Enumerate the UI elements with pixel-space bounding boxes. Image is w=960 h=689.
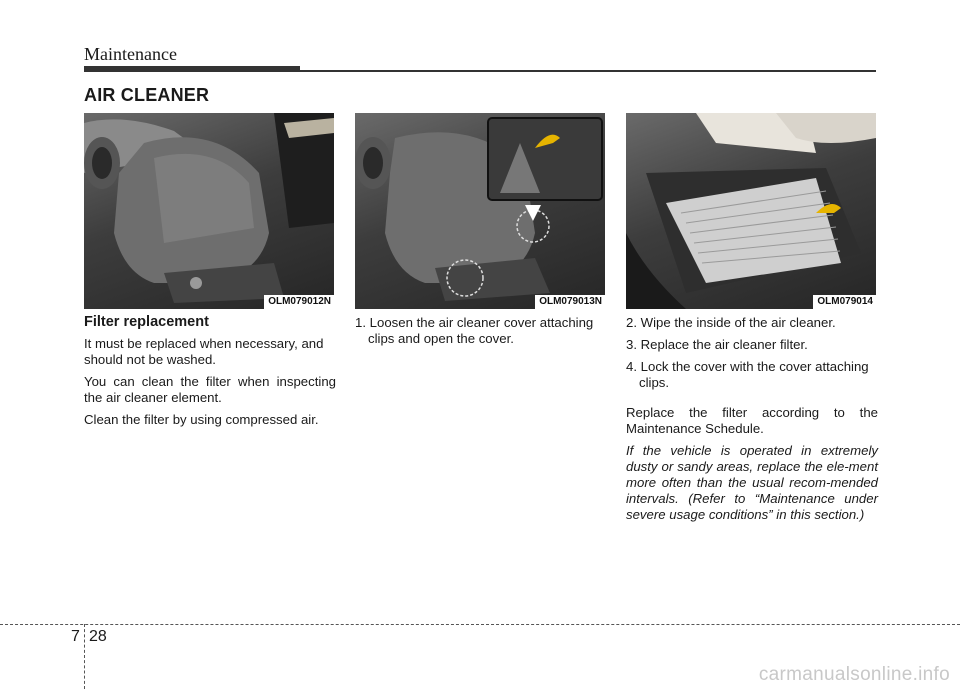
note-severe-conditions: If the vehicle is operated in extremely dusty or sandy areas, replace the ele-ment more often than the usual recom-mended intervals. (Refer to “Maintenance under severe usage conditions” in this section.) xyxy=(626,443,878,522)
header-title: Maintenance xyxy=(84,44,177,64)
step-item: 2. Wipe the inside of the air cleaner. xyxy=(626,315,836,330)
replace-filter-illustration xyxy=(626,113,876,309)
photo-code: OLM079012N xyxy=(264,295,334,309)
watermark: carmanualsonline.info xyxy=(758,664,950,685)
page-number: 28 xyxy=(89,628,107,645)
step-item: 4. Lock the cover with the cover attaching clips. xyxy=(626,359,869,390)
paragraph: You can clean the filter when inspecting the air cleaner element. xyxy=(84,374,336,405)
paragraph-schedule: Replace the filter according to the Maintenance Schedule. xyxy=(626,405,878,436)
paragraph: Clean the filter by using compressed air. xyxy=(84,412,319,427)
footer-divider xyxy=(0,624,960,625)
column-steps-1 xyxy=(355,315,607,353)
section-title: AIR CLEANER xyxy=(84,85,210,105)
header-rule xyxy=(300,70,876,72)
photo-loosen-clips xyxy=(355,113,605,309)
footer-divider-vertical xyxy=(84,624,85,689)
step-item: 3. Replace the air cleaner filter. xyxy=(626,337,808,352)
paragraph: It must be replaced when necessary, and should not be washed. xyxy=(84,336,324,367)
photo-replace-filter xyxy=(626,113,876,309)
photo-code: OLM079013N xyxy=(535,295,605,309)
loosen-clips-illustration xyxy=(355,113,605,309)
column-filter-replacement xyxy=(84,314,336,434)
air-cleaner-box-illustration xyxy=(84,113,334,309)
header-bar xyxy=(84,66,300,72)
photo-air-cleaner-box xyxy=(84,113,334,309)
chapter-number: 7 xyxy=(71,628,80,645)
subhead-filter-replacement: Filter replacement xyxy=(84,314,209,330)
column-steps-2 xyxy=(626,315,878,529)
photo-code: OLM079014 xyxy=(813,295,876,309)
step-item: 1. Loosen the air cleaner cover attaching clips and open the cover. xyxy=(355,315,594,346)
